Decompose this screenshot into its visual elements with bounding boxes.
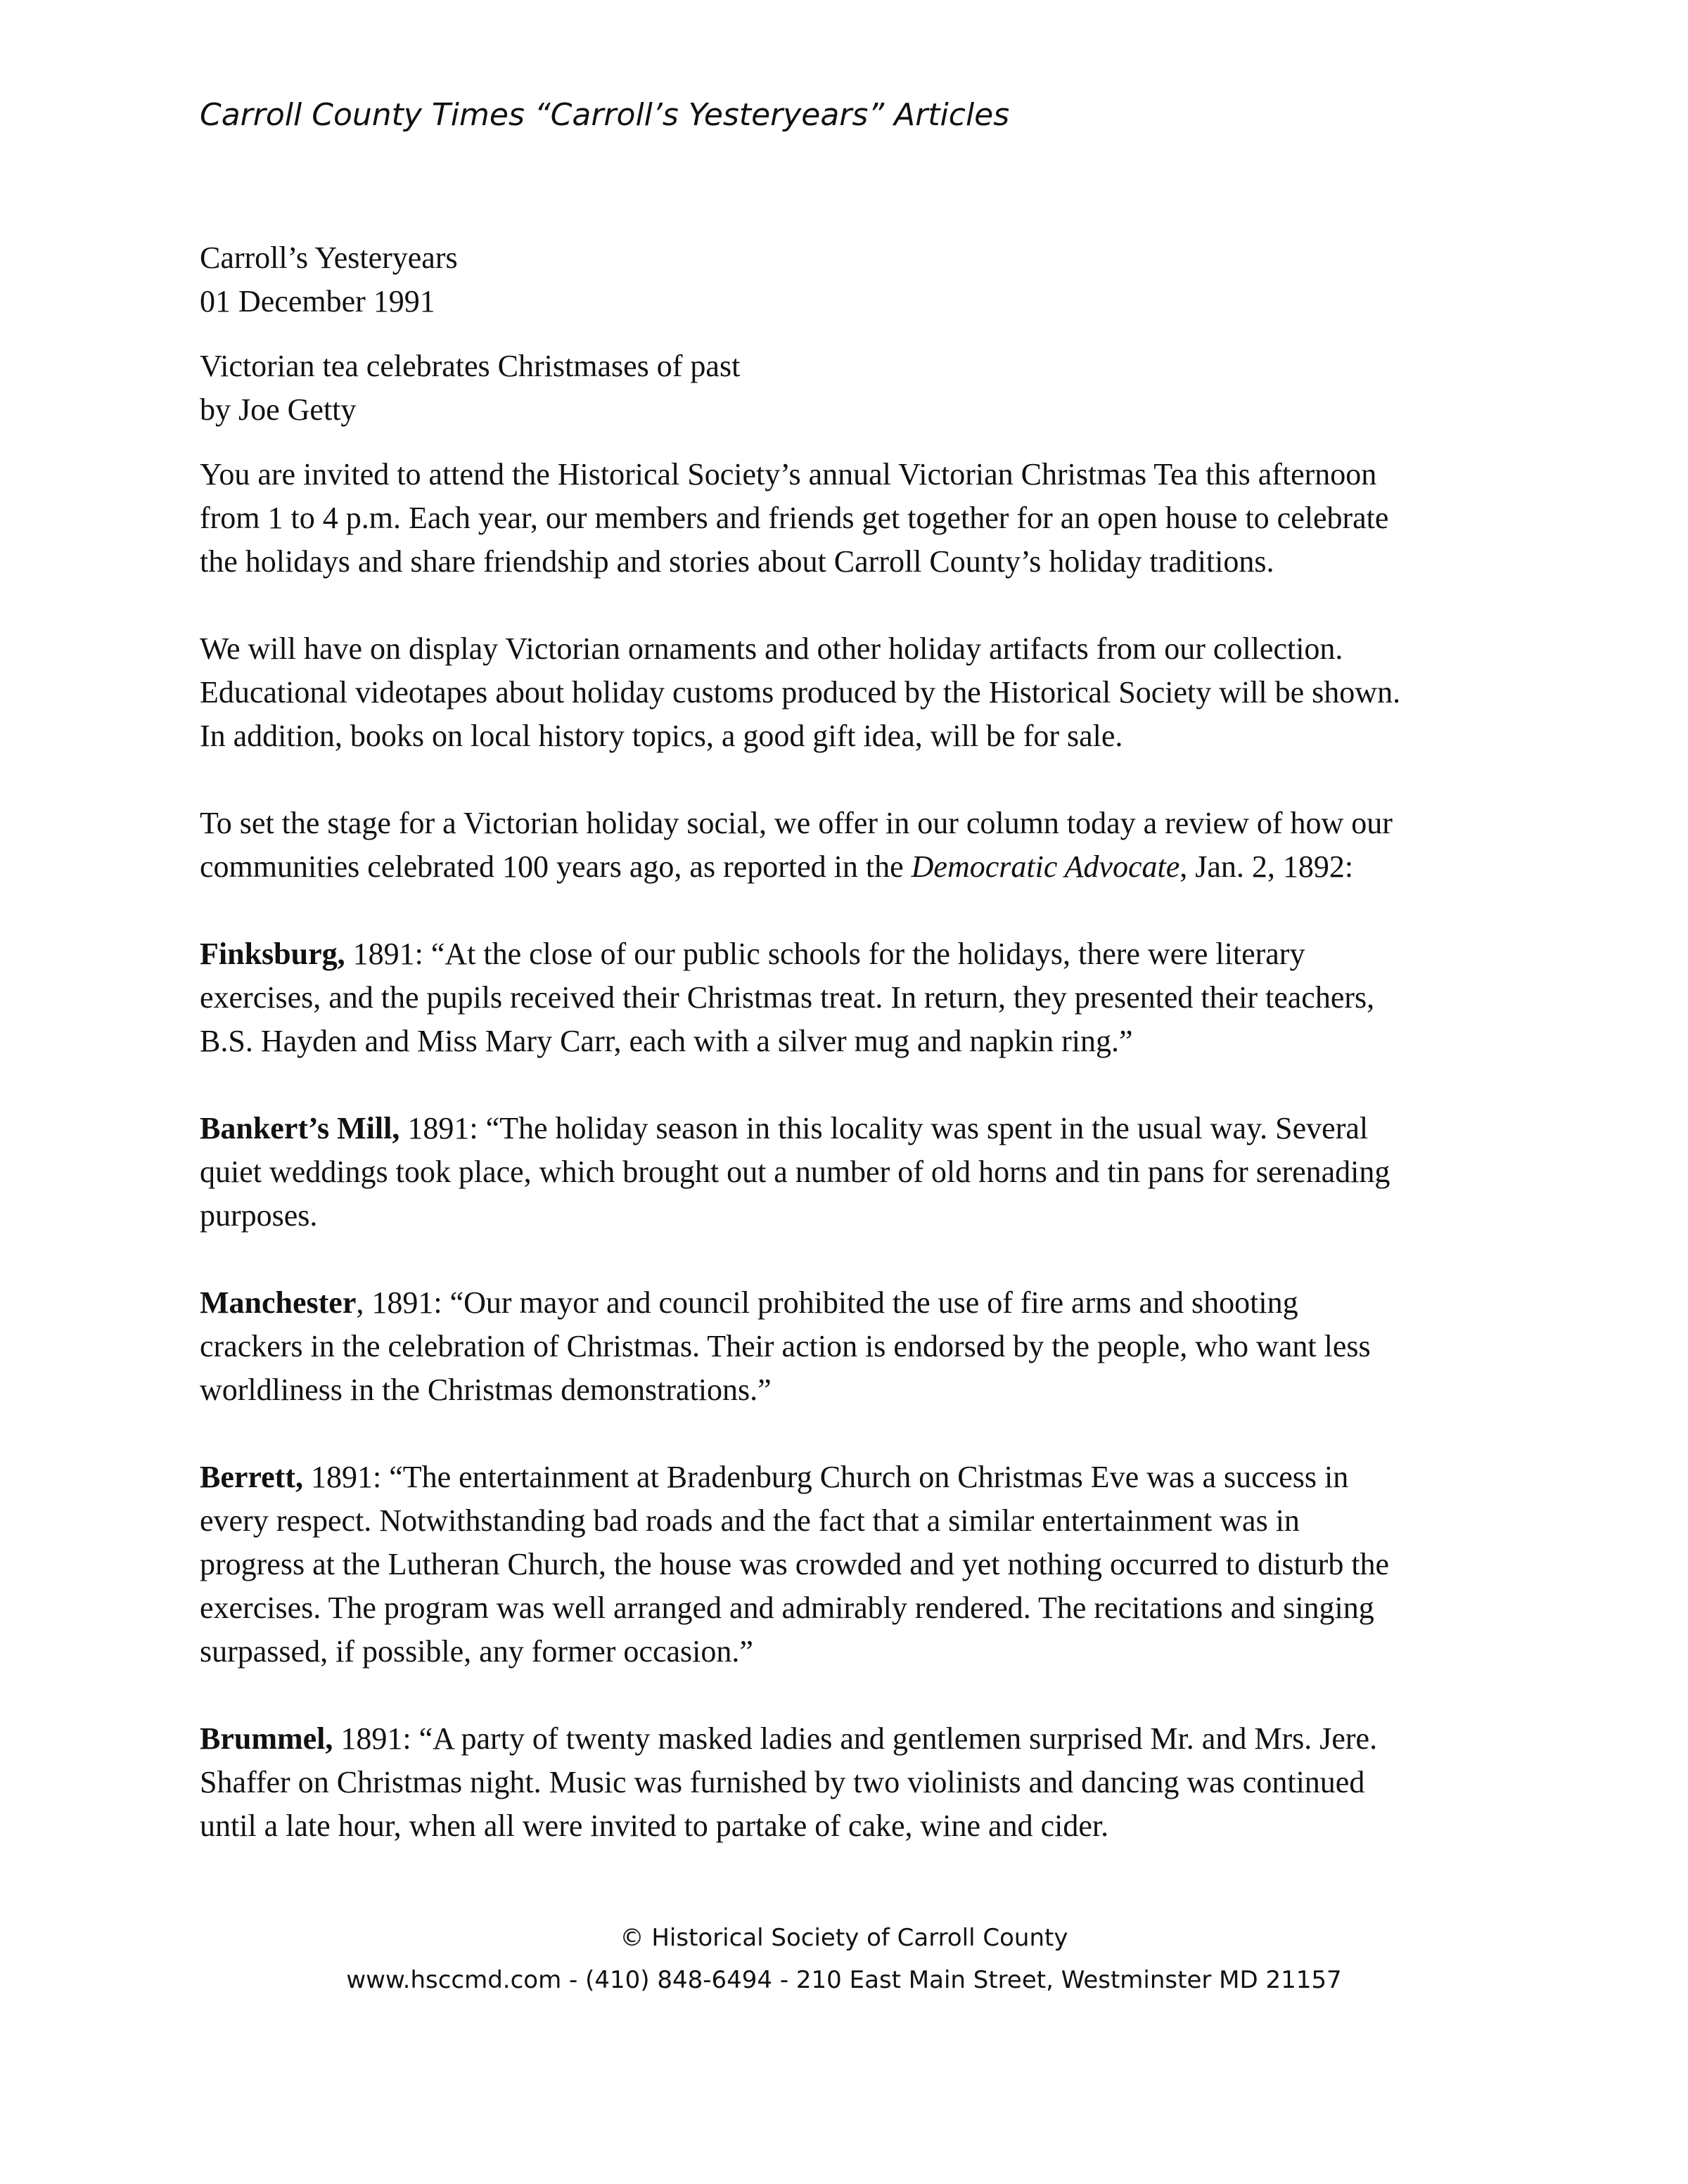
- paragraph-line: crackers in the celebration of Christmas. Their action is endorsed by the people, who want less: [200, 1329, 1371, 1363]
- page-footer: [0, 1917, 1688, 2001]
- place-name: Manchester: [200, 1285, 357, 1320]
- intro-paragraph-2: [200, 627, 1508, 758]
- paragraph-line: the holidays and share friendship and stories about Carroll County’s holiday traditions.: [200, 544, 1274, 579]
- paragraph-line: We will have on display Victorian ornaments and other holiday artifacts from our collection.: [200, 631, 1343, 666]
- paragraph-line: Educational videotapes about holiday customs produced by the Historical Society will be shown.: [200, 675, 1401, 709]
- paragraph-line: [200, 1717, 1508, 1761]
- place-name: Brummel,: [200, 1721, 333, 1756]
- place-name: Finksburg,: [200, 937, 345, 971]
- paragraph-line: exercises, and the pupils received their Christmas treat. In return, they presented their teachers,: [200, 980, 1375, 1015]
- paragraph-line: from 1 to 4 p.m. Each year, our members and friends get together for an open house to celebrate: [200, 501, 1389, 535]
- text-segment: 1891: “The holiday season in this locality was spent in the usual way. Several: [399, 1111, 1369, 1145]
- paragraph-line: Shaffer on Christmas night. Music was furnished by two violinists and dancing was continued: [200, 1765, 1365, 1799]
- text-segment: 1891: “At the close of our public schools for the holidays, there were literary: [345, 937, 1305, 971]
- report-brummel: [200, 1717, 1508, 1848]
- paragraph-line: purposes.: [200, 1198, 318, 1233]
- paragraph-line: quiet weddings took place, which brought out a number of old horns and tin pans for serenading: [200, 1155, 1390, 1189]
- paragraph-line: progress at the Lutheran Church, the house was crowded and yet nothing occurred to disturb the: [200, 1547, 1390, 1581]
- stage-paragraph: [200, 802, 1508, 889]
- paragraph-line: [200, 1456, 1508, 1499]
- paragraph-line: until a late hour, when all were invited to partake of cake, wine and cider.: [200, 1809, 1109, 1843]
- article-body: [200, 236, 1508, 1848]
- column-name: Carroll’s Yesteryears: [200, 240, 458, 275]
- text-segment: 1891: “A party of twenty masked ladies and gentlemen surprised Mr. and Mrs. Jere.: [333, 1721, 1378, 1756]
- text-segment: 1891: “The entertainment at Bradenburg Church on Christmas Eve was a success in: [302, 1460, 1349, 1494]
- paragraph-line: exercises. The program was well arranged and admirably rendered. The recitations and singing: [200, 1591, 1374, 1625]
- place-name: Bankert’s Mill,: [200, 1111, 400, 1145]
- copyright-notice: © Historical Society of Carroll County: [620, 1924, 1068, 1952]
- report-bankerts-mill: [200, 1107, 1508, 1238]
- article-meta: [200, 236, 1508, 323]
- paragraph-line: To set the stage for a Victorian holiday social, we offer in our column today a review of how our: [200, 806, 1393, 840]
- report-berrett: [200, 1456, 1508, 1674]
- paragraph-line: [200, 932, 1508, 976]
- paragraph-line: In addition, books on local history topics, a good gift idea, will be for sale.: [200, 719, 1123, 753]
- text-segment: communities celebrated 100 years ago, as reported in the: [200, 849, 912, 884]
- paragraph-line: worldliness in the Christmas demonstrations.”: [200, 1373, 772, 1407]
- running-header: Carroll County Times “Carroll’s Yesteryears” Articles: [200, 97, 1010, 133]
- report-finksburg: [200, 932, 1508, 1063]
- paragraph-line: surpassed, if possible, any former occasion.”: [200, 1634, 753, 1669]
- byline: by Joe Getty: [200, 392, 357, 427]
- article-date: 01 December 1991: [200, 284, 435, 319]
- intro-paragraph-1: [200, 453, 1508, 584]
- paragraph-line: You are invited to attend the Historical Society’s annual Victorian Christmas Tea this afternoon: [200, 457, 1377, 492]
- contact-info: www.hsccmd.com - (410) 848-6494 - 210 East Main Street, Westminster MD 21157: [346, 1966, 1342, 1994]
- paragraph-line: B.S. Hayden and Miss Mary Carr, each with a silver mug and napkin ring.”: [200, 1024, 1133, 1058]
- text-segment: , 1891: “Our mayor and council prohibited the use of fire arms and shooting: [356, 1285, 1298, 1320]
- publication-title: Democratic Advocate: [911, 849, 1180, 884]
- paragraph-line: [200, 1281, 1508, 1325]
- text-segment: , Jan. 2, 1892:: [1179, 849, 1354, 884]
- headline: Victorian tea celebrates Christmases of past: [200, 349, 741, 383]
- paragraph-line: [200, 1107, 1508, 1150]
- place-name: Berrett,: [200, 1460, 303, 1494]
- paragraph-line: every respect. Notwithstanding bad roads and the fact that a similar entertainment was in: [200, 1503, 1300, 1538]
- report-manchester: [200, 1281, 1508, 1412]
- paragraph-line: [200, 845, 1508, 889]
- article-title-block: [200, 345, 1508, 432]
